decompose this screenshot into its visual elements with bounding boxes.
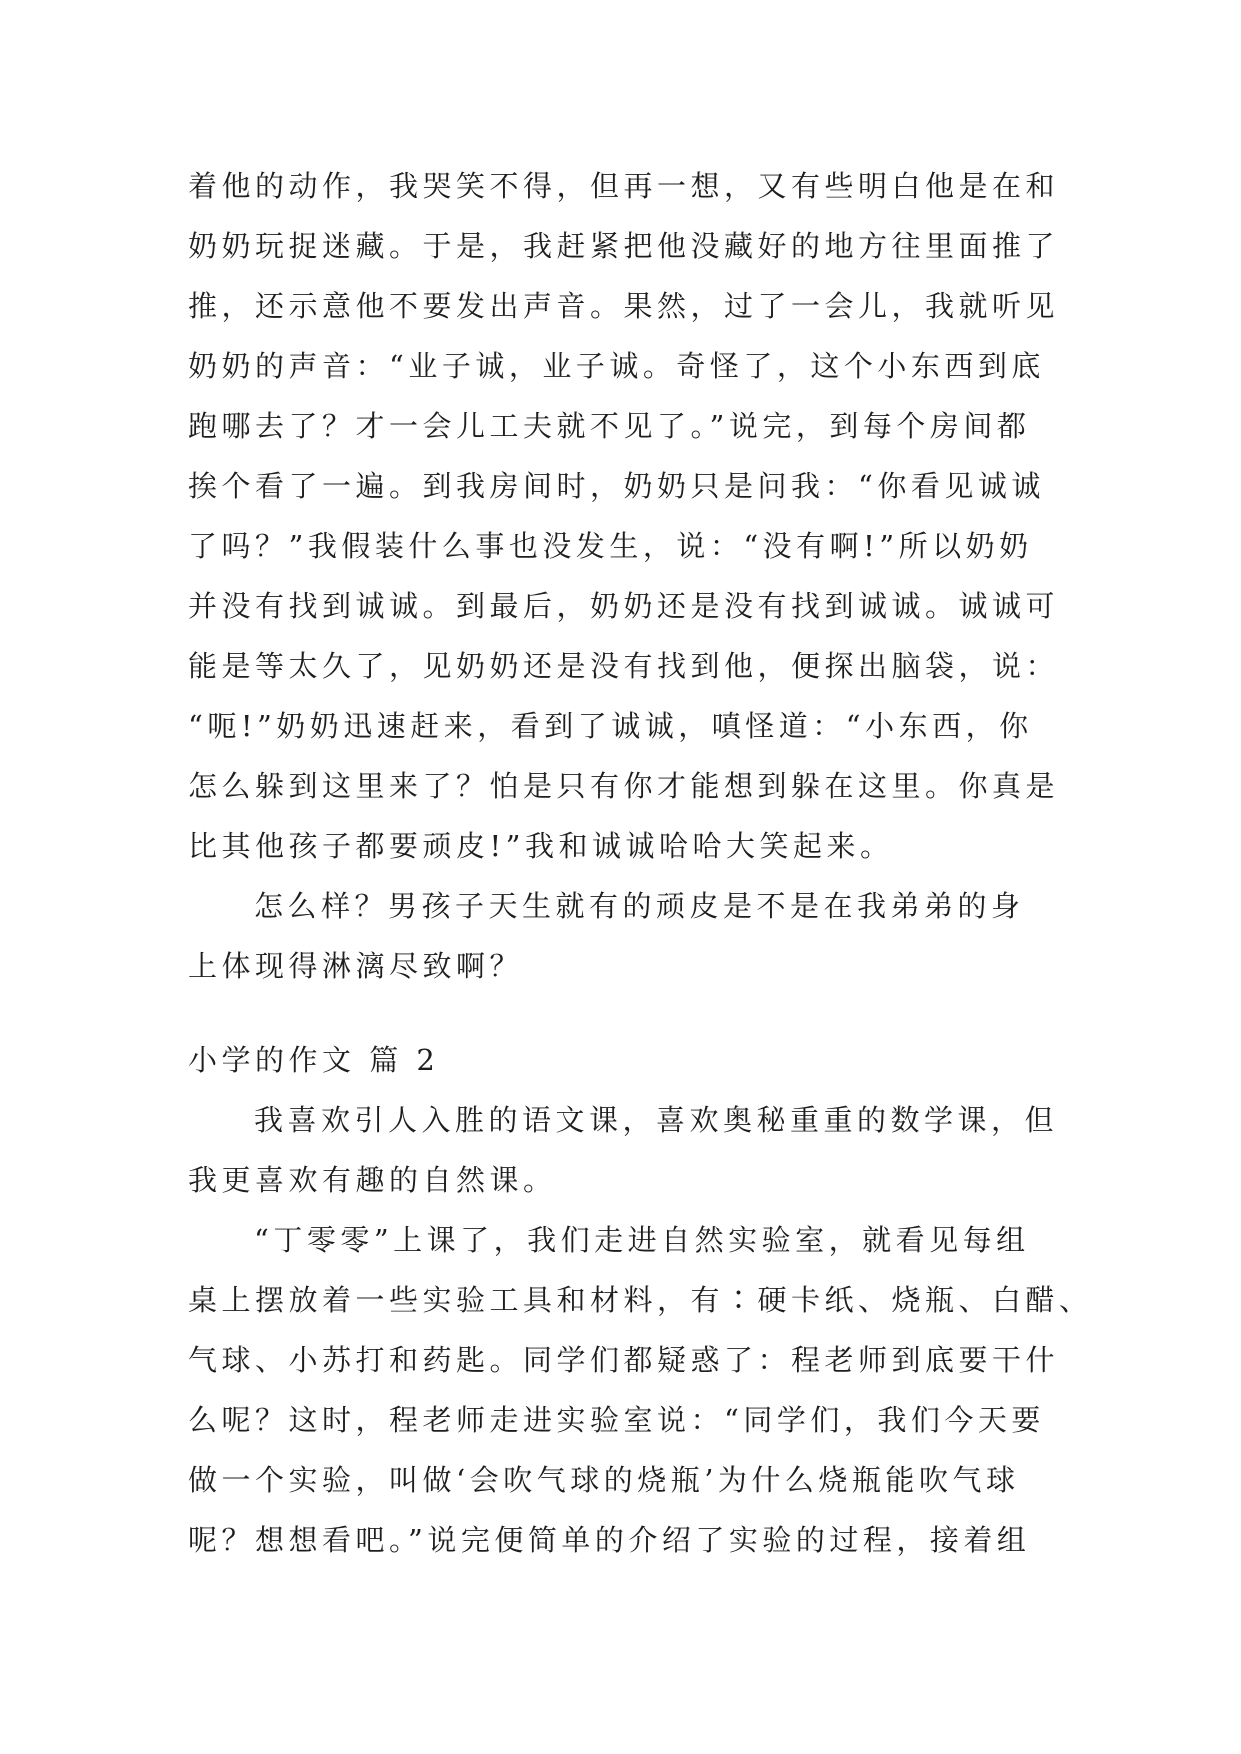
text-line: 了吗？”我假装什么事也没发生，说：“没有啊!”所以奶奶 — [188, 529, 1033, 563]
text-line: 比其他孩子都要顽皮!”我和诚诚哈哈大笑起来。 — [188, 829, 894, 863]
section-heading: 小学的作文 篇 2 — [188, 1043, 440, 1077]
text-line: 做一个实验，叫做‘会吹气球的烧瓶’为什么烧瓶能吹气球 — [188, 1463, 1020, 1497]
text-line: 能是等太久了，见奶奶还是没有找到他，便探出脑袋，说： — [188, 649, 1060, 683]
text-line: 并没有找到诚诚。到最后，奶奶还是没有找到诚诚。诚诚可 — [188, 589, 1060, 623]
text-line: 桌上摆放着一些实验工具和材料，有∶硬卡纸、烧瓶、白醋、 — [188, 1283, 1093, 1317]
text-line: 么呢？这时，程老师走进实验室说：“同学们，我们今天要 — [188, 1403, 1045, 1437]
text-line: 呢？想想看吧。”说完便简单的介绍了实验的过程，接着组 — [188, 1523, 1031, 1557]
text-line: “丁零零”上课了，我们走进自然实验室，就看见每组 — [254, 1223, 1030, 1257]
text-line: 奶奶的声音：“业子诚，业子诚。奇怪了，这个小东西到底 — [188, 349, 1045, 383]
text-line: 怎么样？男孩子天生就有的顽皮是不是在我弟弟的身 — [254, 889, 1025, 923]
text-line: 着他的动作，我哭笑不得，但再一想，又有些明白他是在和 — [188, 169, 1060, 203]
text-line: 我更喜欢有趣的自然课。 — [188, 1163, 557, 1197]
text-line: 我喜欢引人入胜的语文课，喜欢奥秘重重的数学课，但 — [254, 1103, 1059, 1137]
text-line: 气球、小苏打和药匙。同学们都疑惑了：程老师到底要干什 — [188, 1343, 1060, 1377]
text-line: 怎么躲到这里来了？怕是只有你才能想到躲在这里。你真是 — [188, 769, 1060, 803]
essay-section-2 — [188, 1030, 1093, 1570]
text-line: 上体现得淋漓尽致啊？ — [188, 949, 524, 983]
text-line: 挨个看了一遍。到我房间时，奶奶只是问我：“你看见诚诚 — [188, 469, 1045, 503]
story-continuation — [188, 156, 1060, 996]
text-line: 奶奶玩捉迷藏。于是，我赶紧把他没藏好的地方往里面推了 — [188, 229, 1060, 263]
text-line: 推，还示意他不要发出声音。果然，过了一会儿，我就听见 — [188, 289, 1060, 323]
text-line: “呃!”奶奶迅速赶来，看到了诚诚，嗔怪道：“小东西，你 — [188, 709, 1033, 743]
text-line: 跑哪去了？才一会儿工夫就不见了。”说完，到每个房间都 — [188, 409, 1031, 443]
